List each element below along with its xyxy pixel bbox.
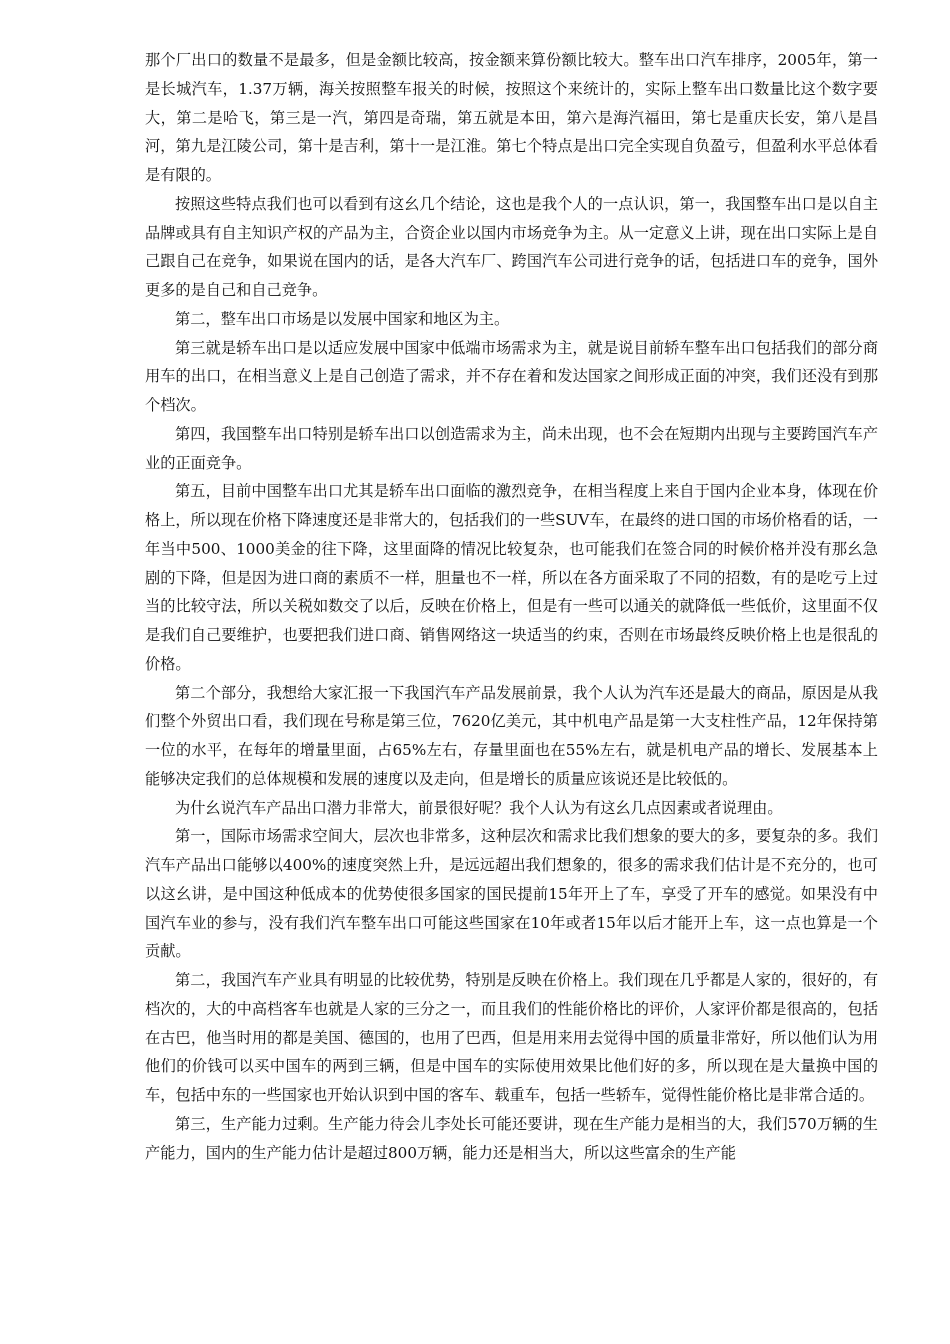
paragraph-5: 第四，我国整车出口特别是轿车出口以创造需求为主，尚未出现，也不会在短期内出现与主要跨国汽车产业的正面竞争。 <box>145 424 878 472</box>
paragraph-8: 为什幺说汽车产品出口潜力非常大，前景很好呢？我个人认为有这幺几点因素或者说理由。 <box>175 798 783 817</box>
paragraph-3: 第二，整车出口市场是以发展中国家和地区为主。 <box>175 309 510 328</box>
paragraph-11: 第三，生产能力过剩。生产能力待会儿李处长可能还要讲，现在生产能力是相当的大，我们570万辆的生产能力，国内的生产能力估计是超过800万辆，能力还是相当大，所以这些富余的生产能 <box>145 1114 878 1162</box>
paragraph-2: 按照这些特点我们也可以看到有这幺几个结论，这也是我个人的一点认识，第一，我国整车出口是以自主品牌或具有自主知识产权的产品为主，合资企业以国内市场竞争为主。从一定意义上讲，现在出口实际上是自己跟自己在竞争，如果说在国内的话，是各大汽车厂、跨国汽车公司进行竞争的话，包括进口车的竞争，国外更多的是自己和自己竞争。 <box>145 194 878 299</box>
paragraph-7: 第二个部分，我想给大家汇报一下我国汽车产品发展前景，我个人认为汽车还是最大的商品，原因是从我们整个外贸出口看，我们现在号称是第三位，7620亿美元，其中机电产品是第一大支柱性产品，12年保持第一位的水平，在每年的增量里面，占65%左右，存量里面也在55%左右，就是机电产品的增长、发展基本上能够决定我们的总体规模和发展的速度以及走向，但是增长的质量应该说还是比较低的。 <box>145 683 878 788</box>
document-page <box>145 46 878 1167</box>
paragraph-9: 第一，国际市场需求空间大，层次也非常多，这种层次和需求比我们想象的要大的多，要复杂的多。我们汽车产品出口能够以400%的速度突然上升，是远远超出我们想象的，很多的需求我们估计是不充分的，也可以这幺讲，是中国这种低成本的优势使很多国家的国民提前15年开上了车，享受了开车的感觉。如果没有中国汽车业的参与，没有我们汽车整车出口可能这些国家在10年或者15年以后才能开上车，这一点也算是一个贡献。 <box>145 827 878 961</box>
paragraph-6: 第五，目前中国整车出口尤其是轿车出口面临的激烈竞争，在相当程度上来自于国内企业本身，体现在价格上，所以现在价格下降速度还是非常大的，包括我们的一些SUV车，在最终的进口国的市场价格看的话，一年当中500、1000美金的往下降，这里面降的情况比较复杂，也可能我们在签合同的时候价格并没有那幺急剧的下降，但是因为进口商的素质不一样，胆量也不一样，所以在各方面采取了不同的招数，有的是吃亏上过当的比较守法，所以关税如数交了以后，反映在价格上，但是有一些可以通关的就降低一些低价，这里面不仅是我们自己要维护，也要把我们进口商、销售网络这一块适当的约束，否则在市场最终反映价格上也是很乱的价格。 <box>145 482 878 673</box>
paragraph-10: 第二，我国汽车产业具有明显的比较优势，特别是反映在价格上。我们现在几乎都是人家的，很好的，有档次的，大的中高档客车也就是人家的三分之一，而且我们的性能价格比的评价，人家评价都是很高的，包括在古巴，他当时用的都是美国、德国的，也用了巴西，但是用来用去觉得中国的质量非常好，所以他们认为用他们的价钱可以买中国车的两到三辆，但是中国车的实际使用效果比他们好的多，所以现在是大量换中国的车，包括中东的一些国家也开始认识到中国的客车、载重车，包括一些轿车，觉得性能价格比是非常合适的。 <box>145 971 878 1104</box>
paragraph-4: 第三就是轿车出口是以适应发展中国家中低端市场需求为主，就是说目前轿车整车出口包括我们的部分商用车的出口，在相当意义上是自己创造了需求，并不存在着和发达国家之间形成正面的冲突，我们还没有到那个档次。 <box>145 338 878 414</box>
paragraph-1: 那个厂出口的数量不是最多，但是金额比较高，按金额来算份额比较大。整车出口汽车排序，2005年，第一是长城汽车，1.37万辆，海关按照整车报关的时候，按照这个来统计的，实际上整车出口数量比这个数字要大，第二是哈飞，第三是一汽，第四是奇瑞，第五就是本田，第六是海汽福田，第七是重庆长安，第八是昌河，第九是江陵公司，第十是吉利，第十一是江淮。第七个特点是出口完全实现自负盈亏，但盈利水平总体看是有限的。 <box>145 51 878 184</box>
